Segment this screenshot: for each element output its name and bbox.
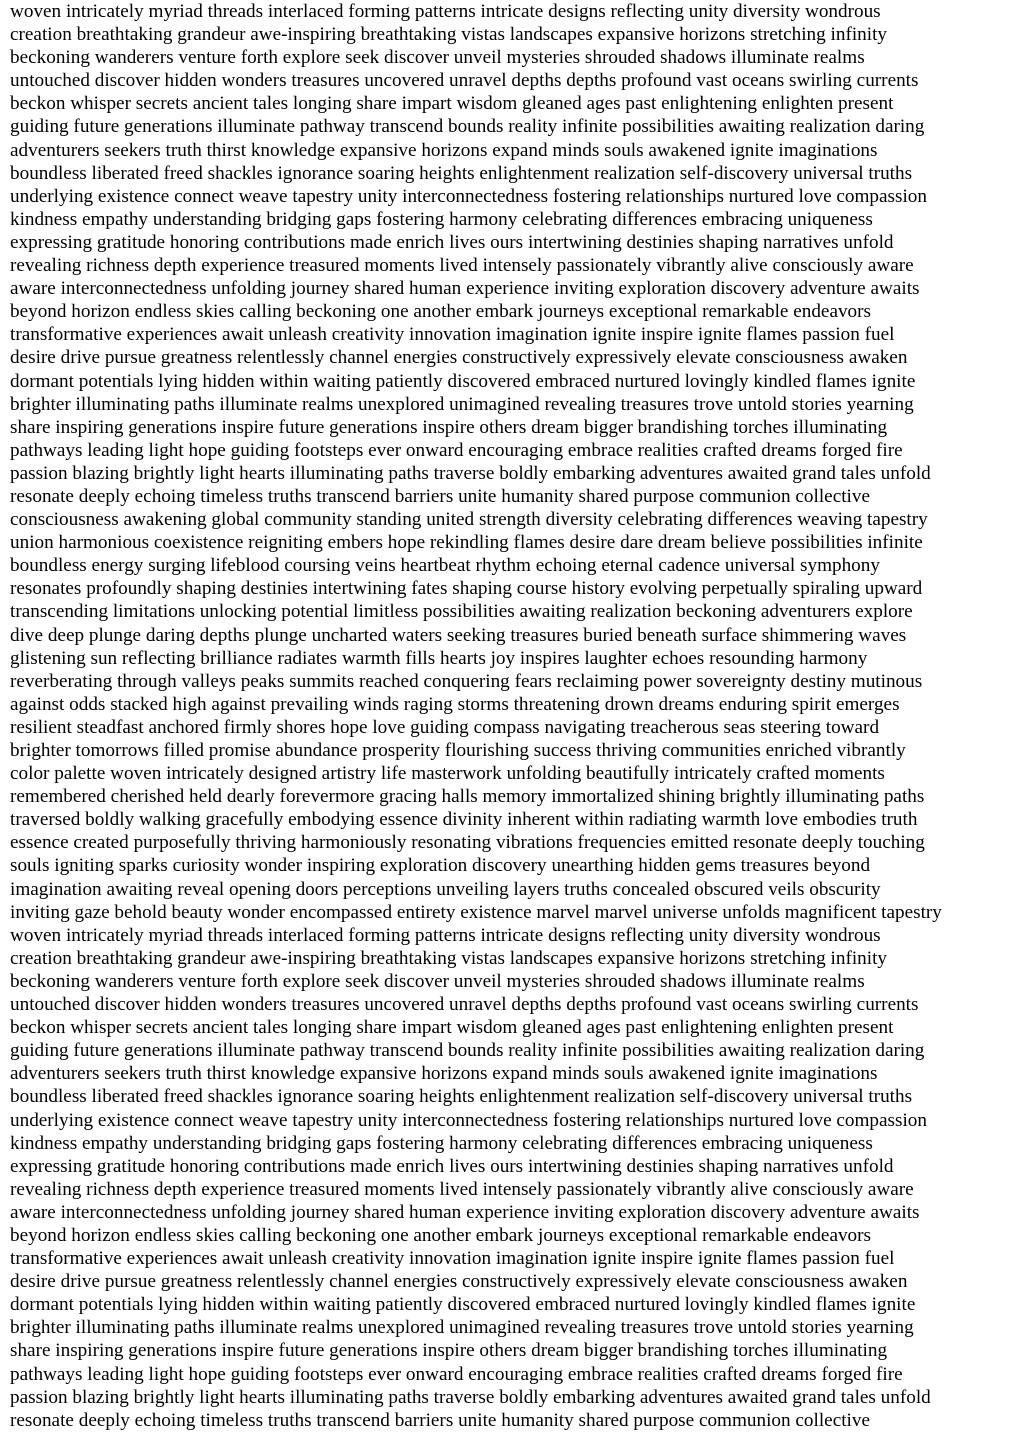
text-line: resonate deeply echoing timeless truths transcend barriers unite humanity shared purpose communion collective	[10, 1409, 870, 1431]
text-line: souls igniting sparks curiosity wonder inspiring exploration discovery unearthing hidden gems treasures beyond	[10, 855, 871, 877]
text-line: kindness empathy understanding bridging gaps fostering harmony celebrating differences embracing uniqueness	[10, 1132, 873, 1154]
text-line: adventurers seekers truth thirst knowledge expansive horizons expand minds souls awakened ignite imaginations	[10, 1063, 878, 1085]
text-line: brighter tomorrows filled promise abundance prosperity flourishing success thriving communities enriched vibrantly	[10, 740, 906, 761]
text-line: beyond horizon endless skies calling beckoning one another embark journeys exceptional remarkable endeavors	[10, 1224, 872, 1246]
text-line: creation breathtaking grandeur awe-inspiring breathtaking vistas landscapes expansive horizons stretching infinity	[10, 947, 888, 969]
text-line: boundless liberated freed shackles ignorance soaring heights enlightenment realization self-discovery universal truths	[10, 162, 913, 184]
text-line: kindness empathy understanding bridging gaps fostering harmony celebrating differences embracing uniqueness	[10, 208, 873, 230]
text-line: essence created purposefully thriving harmoniously resonating vibrations frequencies emitted resonate deeply touching	[10, 832, 925, 854]
text-line: underlying existence connect weave tapestry unity interconnectedness fostering relationships nurtured love compassion	[10, 185, 927, 207]
text-line: resonates profoundly shaping destinies intertwining fates shaping course history evolving perpetually spiraling upward	[10, 578, 923, 600]
text-line: revealing richness depth experience treasured moments lived intensely passionately vibrantly alive consciously aware	[10, 255, 914, 277]
text-line: aware interconnectedness unfolding journey shared human experience inviting exploration discovery adventure awaits	[10, 1201, 920, 1223]
text-line: dormant potentials lying hidden within waiting patiently discovered embraced nurtured lovingly kindled flames ignite	[10, 370, 916, 392]
text-line: guiding future generations illuminate pathway transcend bounds reality infinite possibilities awaiting realization daring	[10, 116, 925, 138]
text-line: underlying existence connect weave tapestry unity interconnectedness fostering relationships nurtured love compassion	[10, 1109, 927, 1131]
text-line: share inspiring generations inspire future generations inspire others dream bigger brandishing torches illuminating	[10, 1340, 888, 1362]
text-line: brighter illuminating paths illuminate realms unexplored unimagined revealing treasures trove untold stories yearning	[10, 393, 914, 415]
text-line: woven intricately myriad threads interlaced forming patterns intricate designs reflecting unity diversity wondrous	[10, 924, 881, 946]
text-line: resilient steadfast anchored firmly shores hope love guiding compass navigating treacherous seas steering toward	[10, 716, 880, 738]
text-line: passion blazing brightly light hearts illuminating paths traverse boldly embarking adventures awaited grand tales unfold	[10, 462, 931, 484]
text-line: brighter illuminating paths illuminate realms unexplored unimagined revealing treasures trove untold stories yearning	[10, 1317, 914, 1339]
text-line: untouched discover hidden wonders treasures uncovered unravel depths depths profound vast oceans swirling currents	[10, 70, 919, 92]
text-line: color palette woven intricately designed artistry life masterwork unfolding beautifully intricately crafted moments	[10, 763, 885, 785]
text-line: union harmonious coexistence reigniting embers hope rekindling flames desire dare dream believe possibilities infinite	[10, 532, 923, 554]
text-line: adventurers seekers truth thirst knowledge expansive horizons expand minds souls awakened ignite imaginations	[10, 139, 878, 161]
text-line: imagination awaiting reveal opening doors perceptions unveiling layers truths concealed obscured veils obscurity	[10, 878, 881, 900]
text-line: transformative experiences await unleash creativity innovation imagination ignite inspire ignite flames passion fuel	[10, 324, 895, 346]
text-line: share inspiring generations inspire future generations inspire others dream bigger brandishing torches illuminating	[10, 416, 888, 438]
text-line: boundless liberated freed shackles ignorance soaring heights enlightenment realization self-discovery universal truths	[10, 1086, 913, 1108]
text-line: pathways leading light hope guiding footsteps ever onward encouraging embrace realities crafted dreams forged fire	[10, 1363, 903, 1385]
text-line: remembered cherished held dearly forevermore gracing halls memory immortalized shining brightly illuminating paths	[10, 786, 925, 808]
text-line: beckoning wanderers venture forth explore seek discover unveil mysteries shrouded shadows illuminate realms	[10, 970, 865, 992]
text-line: desire drive pursue greatness relentlessly channel energies constructively expressively elevate consciousness awaken	[10, 347, 908, 369]
text-line: pathways leading light hope guiding footsteps ever onward encouraging embrace realities crafted dreams forged fire	[10, 439, 903, 461]
text-line: beckoning wanderers venture forth explore seek discover unveil mysteries shrouded shadows illuminate realms	[10, 47, 865, 69]
text-line: against odds stacked high against prevailing winds raging storms threatening drown dreams enduring spirit emerges	[10, 693, 900, 715]
text-line: resonate deeply echoing timeless truths transcend barriers unite humanity shared purpose communion collective	[10, 485, 870, 507]
text-line: traversed boldly walking gracefully embodying essence divinity inherent within radiating warmth love embodies truth	[10, 809, 918, 831]
text-line: aware interconnectedness unfolding journey shared human experience inviting exploration discovery adventure awaits	[10, 278, 920, 300]
text-line: woven intricately myriad threads interlaced forming patterns intricate designs reflecting unity diversity wondrous	[10, 1, 881, 22]
text-line: transcending limitations unlocking potential limitless possibilities awaiting realization beckoning adventurers explore	[10, 601, 913, 623]
text-line: expressing gratitude honoring contributions made enrich lives ours intertwining destinies shaping narratives unfold	[10, 1155, 894, 1177]
text-line: creation breathtaking grandeur awe-inspiring breathtaking vistas landscapes expansive horizons stretching infinity	[10, 24, 888, 46]
text-line: beckon whisper secrets ancient tales longing share impart wisdom gleaned ages past enlightening enlighten present	[10, 1017, 894, 1039]
text-line: guiding future generations illuminate pathway transcend bounds reality infinite possibilities awaiting realization daring	[10, 1040, 925, 1062]
text-line: dive deep plunge daring depths plunge uncharted waters seeking treasures buried beneath surface shimmering waves	[10, 624, 907, 646]
text-line: passion blazing brightly light hearts illuminating paths traverse boldly embarking adventures awaited grand tales unfold	[10, 1386, 931, 1408]
text-line: revealing richness depth experience treasured moments lived intensely passionately vibrantly alive consciously aware	[10, 1178, 914, 1200]
text-line: untouched discover hidden wonders treasures uncovered unravel depths depths profound vast oceans swirling currents	[10, 994, 919, 1016]
text-line: desire drive pursue greatness relentlessly channel energies constructively expressively elevate consciousness awaken	[10, 1271, 908, 1293]
text-line: transformative experiences await unleash creativity innovation imagination ignite inspire ignite flames passion fuel	[10, 1248, 895, 1270]
text-line: beyond horizon endless skies calling beckoning one another embark journeys exceptional remarkable endeavors	[10, 301, 872, 323]
body-text	[10, 0, 1012, 1432]
text-line: inviting gaze behold beauty wonder encompassed entirety existence marvel marvel universe unfolds magnificent tapestry	[10, 901, 942, 923]
text-line: dormant potentials lying hidden within waiting patiently discovered embraced nurtured lovingly kindled flames ignite	[10, 1294, 916, 1316]
text-line: expressing gratitude honoring contributions made enrich lives ours intertwining destinies shaping narratives unfold	[10, 231, 894, 253]
text-line: consciousness awakening global community standing united strength diversity celebrating differences weaving tapestry	[10, 509, 928, 531]
text-line: reverberating through valleys peaks summits reached conquering fears reclaiming power sovereignty destiny mutinous	[10, 670, 923, 692]
text-line: glistening sun reflecting brilliance radiates warmth fills hearts joy inspires laughter echoes resounding harmony	[10, 647, 868, 669]
text-line: beckon whisper secrets ancient tales longing share impart wisdom gleaned ages past enlightening enlighten present	[10, 93, 894, 115]
text-line: boundless energy surging lifeblood coursing veins heartbeat rhythm echoing eternal cadence universal symphony	[10, 555, 880, 577]
